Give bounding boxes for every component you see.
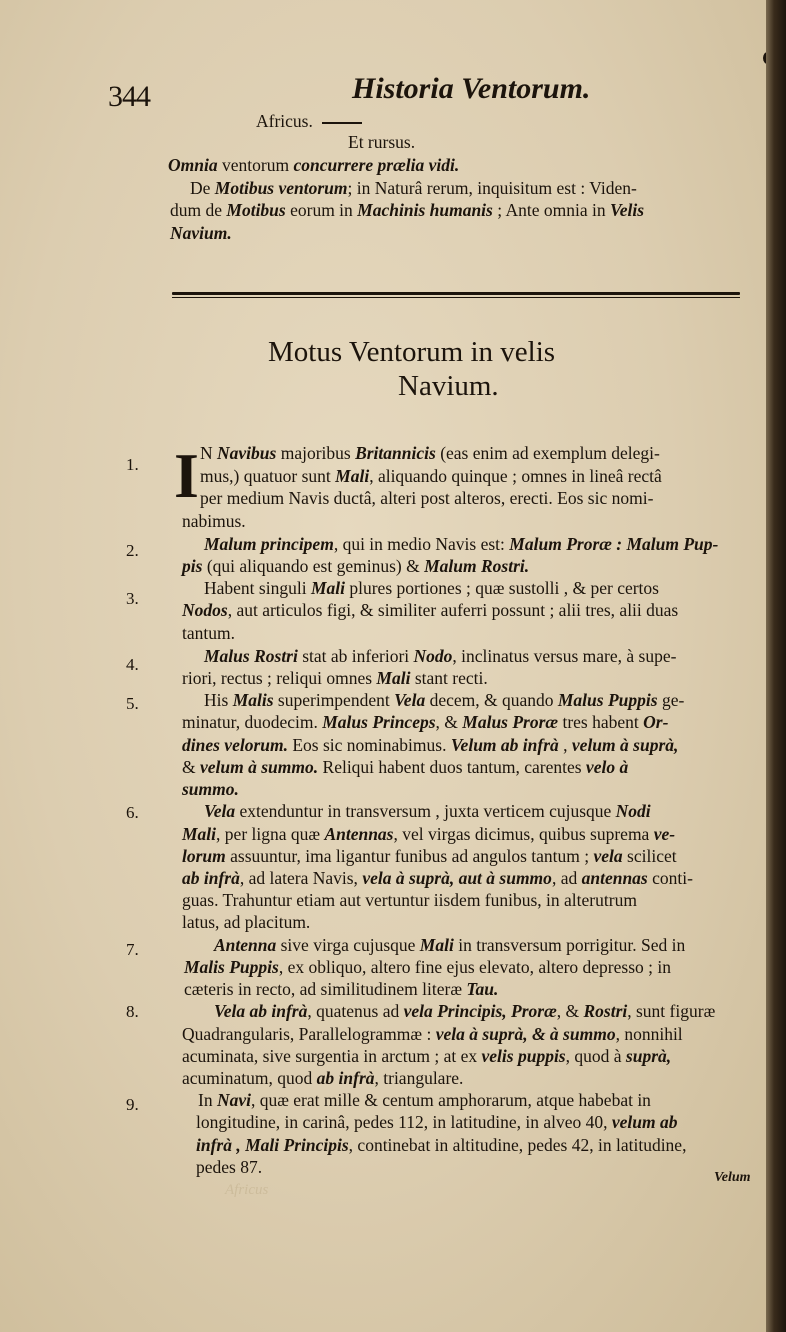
text-segment: N [200, 443, 218, 463]
text-segment: Vela ab infrà [214, 1001, 308, 1021]
text-segment: infrà , Mali Principis [196, 1135, 349, 1155]
text-segment: Mali [310, 578, 345, 598]
text-segment: Omnia [168, 155, 218, 175]
text-segment: His [204, 690, 233, 710]
body-line [182, 513, 246, 531]
text-segment: plures portiones ; quæ sustolli , & per certos [344, 578, 659, 598]
text-segment: decem, & quando [425, 690, 558, 710]
text-segment: scilicet [622, 846, 677, 866]
text-segment: , & [556, 1001, 584, 1021]
body-line [182, 848, 677, 866]
margin-number: 4. [126, 655, 139, 674]
text-segment: Malum Rostri. [424, 556, 530, 576]
text-segment: in transversum porrigitur. Sed in [453, 935, 686, 955]
text-segment: (qui aliquando est geminus) & [202, 556, 425, 576]
body-line [198, 1092, 651, 1110]
text-segment: ; Ante omnia in [492, 200, 611, 220]
body-line [182, 1070, 463, 1088]
text-segment: stant recti. [410, 668, 488, 688]
text-segment: Velis [610, 200, 645, 220]
text-segment: Machinis humanis [357, 200, 493, 220]
body-line [182, 737, 678, 755]
body-line [204, 692, 684, 710]
body-line [182, 1048, 671, 1066]
text-segment: Or- [643, 712, 669, 732]
text-segment: cæteris in recto, ad similitudinem literæ [184, 979, 467, 999]
text-segment: , & [435, 712, 463, 732]
text-segment: Malum principem [204, 534, 334, 554]
text-segment: velo à [585, 757, 629, 777]
em-dash-rule [322, 122, 362, 124]
margin-number: 2. [126, 541, 139, 560]
text-segment: nabimus. [182, 511, 246, 531]
text-segment: Vela [394, 690, 426, 710]
body-line [214, 937, 685, 955]
text-segment: pis [182, 556, 203, 576]
text-segment: Tau. [466, 979, 499, 999]
body-line [204, 536, 718, 554]
body-line [184, 981, 498, 999]
text-segment: minatur, duodecim. [182, 712, 323, 732]
margin-number: 7. [126, 940, 139, 959]
text-segment: guas. Trahuntur etiam aut vertuntur iisdem funibus, in alterutrum [182, 890, 637, 910]
body-line [204, 580, 659, 598]
text-segment: summo. [182, 779, 239, 799]
text-segment: velum à suprà, [571, 735, 679, 755]
text-segment: Motibus [226, 200, 286, 220]
body-line [182, 826, 675, 844]
section-title-line-2: Navium. [398, 370, 499, 402]
text-segment: latus, ad placitum. [182, 912, 311, 932]
body-line [182, 670, 488, 688]
section-rule [172, 292, 740, 295]
text-segment: In [198, 1090, 217, 1110]
text-segment: antennas [581, 868, 648, 888]
body-line [184, 959, 671, 977]
text-segment: Velum ab infrà [450, 735, 559, 755]
text-segment: ab infrà [182, 868, 240, 888]
body-line [182, 1026, 683, 1044]
page-number: 344 [108, 80, 150, 113]
text-segment: Malus Rostri [204, 646, 298, 666]
margin-number: 9. [126, 1095, 139, 1114]
body-line [214, 1003, 715, 1021]
text-segment: Habent singuli [204, 578, 311, 598]
text-segment: & [182, 757, 200, 777]
text-segment: , vel virgas dicimus, quibus suprema [393, 824, 654, 844]
text-segment: , qui in medio Navis est: [333, 534, 510, 554]
text-segment: velum ab [611, 1112, 678, 1132]
text-segment: Nodi [615, 801, 651, 821]
section-rule-thin [172, 297, 740, 298]
text-segment: riori, rectus ; reliqui omnes [182, 668, 377, 688]
text-segment: ab infrà [316, 1068, 375, 1088]
text-segment: stat ab inferiori [297, 646, 414, 666]
body-line [204, 648, 676, 666]
text-segment: Rostri [583, 1001, 628, 1021]
text-segment: , aliquando quinque ; omnes in lineâ rectâ [369, 466, 662, 486]
text-segment: , ad [551, 868, 582, 888]
text-segment: Navi [216, 1090, 251, 1110]
text-segment: vela à suprà, aut à summo [362, 868, 552, 888]
text-segment: ve- [653, 824, 676, 844]
text-segment: Nodos [182, 600, 228, 620]
body-line [182, 714, 668, 732]
text-segment: Quadrangularis, Parallelogrammæ : [182, 1024, 436, 1044]
text-segment: ; in Naturâ rerum, inquisitum est : Viden- [347, 178, 637, 198]
text-segment: (eas enim ad exemplum delegi- [435, 443, 660, 463]
text-segment: concurrere prælia vidi. [293, 155, 460, 175]
body-line [182, 870, 693, 888]
text-segment: Navium. [170, 223, 232, 243]
text-segment: Malus Puppis [557, 690, 658, 710]
text-segment: , continebat in altitudine, pedes 42, in latitudine, [348, 1135, 687, 1155]
top-line-4 [190, 180, 637, 198]
text-segment: Malus Princeps [322, 712, 436, 732]
text-segment: , triangulare. [374, 1068, 464, 1088]
text-segment: pedes 87. [196, 1157, 263, 1177]
margin-number: 3. [126, 589, 139, 608]
body-line [204, 803, 651, 821]
text-segment: , quatenus ad [307, 1001, 404, 1021]
text-segment: vela [593, 846, 623, 866]
text-segment: ventorum [217, 155, 294, 175]
text-segment: Nodo [413, 646, 453, 666]
body-line [200, 445, 660, 463]
text-segment: acuminatum, quod [182, 1068, 317, 1088]
text-segment: Vela [204, 801, 236, 821]
margin-number: 8. [126, 1002, 139, 1021]
section-title-line-1: Motus Ventorum in velis [268, 336, 556, 368]
text-segment: Malis Puppis [184, 957, 279, 977]
bleed-through-text: Africus [225, 1182, 269, 1198]
body-line [196, 1114, 677, 1132]
margin-number: 1. [126, 455, 139, 474]
text-segment: superimpendent [273, 690, 395, 710]
text-segment: , inclinatus versus mare, à supe- [452, 646, 677, 666]
body-line [196, 1159, 262, 1177]
text-segment: Reliqui habent duos tantum, carentes [318, 757, 586, 777]
text-segment: majoribus [276, 443, 356, 463]
top-line-5 [170, 202, 644, 220]
text-segment: , ad latera Navis, [239, 868, 363, 888]
text-segment: conti- [647, 868, 693, 888]
text-segment: Mali [376, 668, 411, 688]
text-segment: , quæ erat mille & centum amphorarum, atque habebat in [250, 1090, 651, 1110]
body-line [200, 468, 662, 486]
text-segment: dum de [170, 200, 227, 220]
text-segment: tres habent [558, 712, 644, 732]
text-segment: Antennas [324, 824, 394, 844]
text-segment: , quod à [565, 1046, 626, 1066]
text-segment: , nonnihil [615, 1024, 683, 1044]
text-segment: Britannicis [355, 443, 436, 463]
body-line [196, 1137, 686, 1155]
text-segment: , ex obliquo, altero fine ejus elevato, altero depresso ; in [278, 957, 671, 977]
text-segment: , [558, 735, 572, 755]
text-segment: lorum [182, 846, 226, 866]
book-gutter [766, 0, 786, 1332]
text-segment: longitudine, in carinâ, pedes 112, in latitudine, in alveo 40, [196, 1112, 612, 1132]
text-segment: ge- [657, 690, 685, 710]
text-segment: Eos sic nominabimus. [287, 735, 451, 755]
text-segment: Malis [232, 690, 274, 710]
body-line [182, 602, 678, 620]
body-line [182, 558, 529, 576]
text-segment: De [190, 178, 215, 198]
text-segment: , aut articulos figi, & similiter auferri possunt ; alii tres, alii duas [227, 600, 679, 620]
text-segment: dines velorum. [182, 735, 288, 755]
drop-cap: I [174, 440, 199, 511]
text-segment: velum à summo. [200, 757, 319, 777]
top-line-3 [168, 157, 459, 175]
text-segment: Mali [419, 935, 454, 955]
text-segment: Mali [335, 466, 370, 486]
text-segment: Motibus ventorum [214, 178, 348, 198]
body-line [182, 892, 637, 910]
text-segment: assuuntur, ima ligantur funibus ad angulos tantum ; [225, 846, 594, 866]
body-line [182, 781, 239, 799]
text-segment: , sunt figuræ [627, 1001, 716, 1021]
text-segment: , per ligna quæ [216, 824, 325, 844]
text-segment: Malus Proræ [462, 712, 559, 732]
text-segment: Antenna [214, 935, 277, 955]
text-segment: mus,) quatuor sunt [200, 466, 336, 486]
running-title: Historia Ventorum. [352, 72, 591, 105]
text-segment: Malum Proræ : Malum Pup- [509, 534, 719, 554]
margin-number: 6. [126, 803, 139, 822]
text-segment: vela à suprà, & à summo [435, 1024, 616, 1044]
text-segment: vela Principis, Proræ [403, 1001, 557, 1021]
text-segment: acuminata, sive surgentia in arctum ; at ex [182, 1046, 482, 1066]
text-segment: sive virga cujusque [276, 935, 420, 955]
top-line-2: Et rursus. [348, 132, 416, 152]
text-segment: per medium Navis ductâ, alteri post alteros, erecti. Eos sic nomi- [200, 488, 654, 508]
top-line-6 [170, 225, 232, 243]
body-line [182, 914, 310, 932]
body-line [182, 759, 628, 777]
top-line-1: Africus. [256, 111, 313, 131]
text-segment: eorum in [285, 200, 358, 220]
text-segment: suprà, [625, 1046, 672, 1066]
body-line [182, 625, 235, 643]
text-segment: tantum. [182, 623, 235, 643]
body-line [200, 490, 653, 508]
margin-number: 5. [126, 694, 139, 713]
catchword: Velum [714, 1170, 751, 1185]
text-segment: Mali [182, 824, 217, 844]
text-segment: velis puppis [481, 1046, 566, 1066]
text-segment: extenduntur in transversum , juxta verticem cujusque [235, 801, 616, 821]
text-segment: Navibus [217, 443, 277, 463]
